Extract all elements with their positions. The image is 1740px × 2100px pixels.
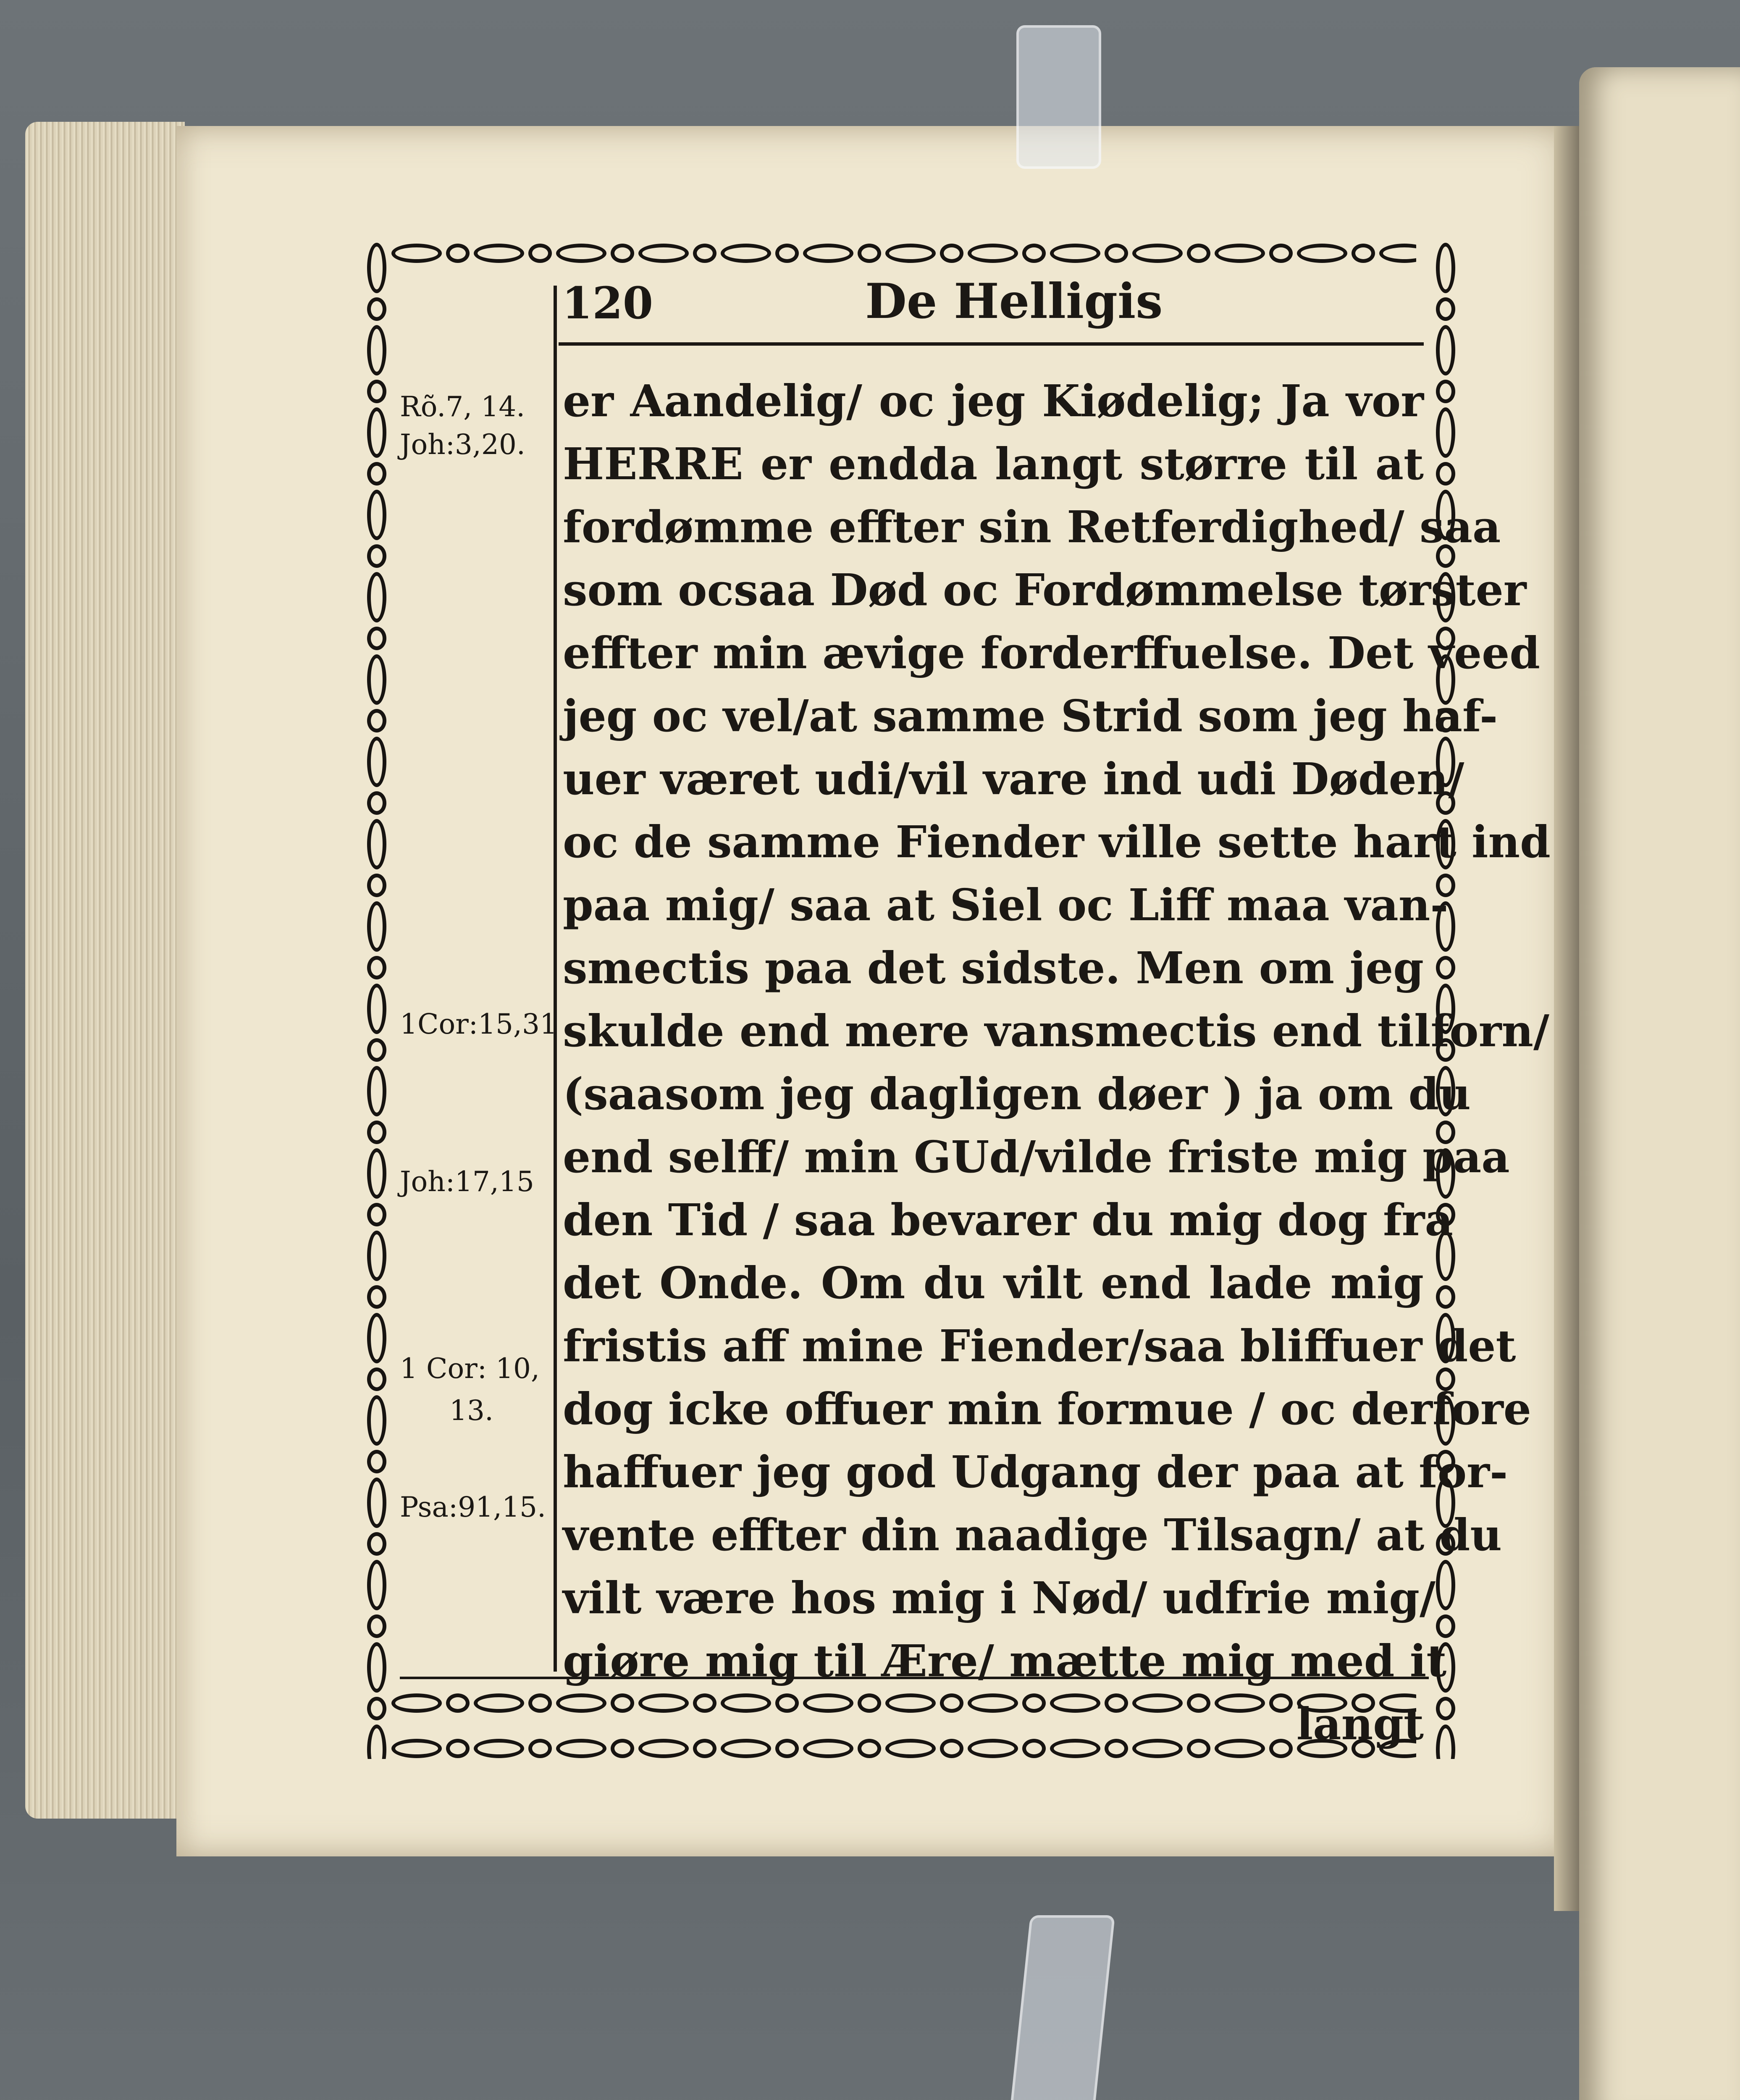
ornament-oval [367, 462, 386, 486]
margin-note: 13. [449, 1394, 493, 1427]
ornament-oval [1436, 325, 1455, 375]
ornament-oval [367, 243, 386, 293]
ornament-oval [474, 244, 524, 263]
ornament-oval [367, 1560, 386, 1610]
ornament-oval [367, 325, 386, 375]
text-line: vente effter din naadige Tilsagn/ at du [563, 1509, 1502, 1561]
ornament-oval [367, 1368, 386, 1391]
text-line: effter min ævige forderffuelse. Det veed [563, 627, 1540, 679]
ornament-oval [474, 1739, 524, 1758]
page-clip-top [1016, 25, 1101, 169]
ornament-oval [367, 737, 386, 787]
text-line: HERRE er endda langt større til at [563, 438, 1424, 490]
ornament-oval [1215, 244, 1265, 263]
ornament-oval [528, 1693, 552, 1713]
ornament-oval [1132, 244, 1183, 263]
ornament-oval [367, 407, 386, 458]
border-left [362, 243, 391, 1759]
ornament-oval [367, 1066, 386, 1116]
ornament-oval [1352, 244, 1375, 263]
ornament-oval [367, 297, 386, 321]
ornament-oval [1269, 244, 1293, 263]
ornament-oval [611, 244, 634, 263]
ornament-oval [367, 1450, 386, 1473]
ornament-oval [1297, 244, 1347, 263]
ornament-oval [367, 1231, 386, 1281]
ornament-oval [1050, 244, 1100, 263]
text-line: som ocsaa Død oc Fordømmelse tørster [563, 564, 1527, 616]
ornament-oval [1187, 244, 1210, 263]
ornament-oval [885, 244, 936, 263]
ornament-oval [528, 244, 552, 263]
ornament-oval [1436, 297, 1455, 321]
ornament-oval [391, 244, 442, 263]
text-line: (saasom jeg dagligen døer ) ja om du [563, 1068, 1471, 1120]
text-line: fristis aff mine Fiender/saa bliffuer det [563, 1320, 1516, 1372]
margin-note: Joh:3,20. [400, 428, 525, 461]
ornament-oval [1436, 1560, 1455, 1610]
text-line: giøre mig til Ære/ mætte mig med it [563, 1635, 1447, 1687]
margin-note: 1Cor:15,31 [400, 1008, 557, 1040]
margin-note: Rõ.7, 14. [400, 391, 525, 423]
ornament-oval [1436, 407, 1455, 458]
ornament-oval [367, 901, 386, 952]
ornament-oval [367, 1121, 386, 1144]
ornament-oval [968, 244, 1018, 263]
text-line: smectis paa det sidste. Men om jeg [563, 942, 1424, 994]
ornament-oval [775, 244, 799, 263]
ornament-oval [367, 956, 386, 979]
ornament-oval [367, 1148, 386, 1199]
ornament-oval [367, 380, 386, 403]
ornament-oval [693, 244, 716, 263]
ornament-oval [721, 244, 771, 263]
text-line: uer været udi/vil vare ind udi Døden/ [563, 753, 1464, 805]
ornament-oval [638, 244, 689, 263]
ornament-oval [391, 1693, 442, 1713]
ornament-oval [940, 244, 963, 263]
ornament-oval [1379, 244, 1416, 263]
ornament-oval [367, 1642, 386, 1693]
text-line: oc de samme Fiender ville sette hart ind [563, 816, 1551, 868]
header-rule [559, 342, 1424, 346]
ornament-oval [367, 1697, 386, 1720]
margin-rule [554, 286, 557, 1672]
page-number: 120 [562, 277, 653, 329]
ornament-oval [367, 1038, 386, 1062]
text-line: jeg oc vel/at samme Strid som jeg haf- [563, 690, 1498, 742]
ornament-oval [367, 819, 386, 869]
ornament-oval [367, 654, 386, 705]
ornament-oval [1105, 244, 1128, 263]
ornament-oval [367, 627, 386, 650]
ornament-oval [446, 1739, 470, 1758]
text-line: skulde end mere vansmectis end tilforn/ [563, 1005, 1549, 1057]
ornament-oval [1436, 1725, 1455, 1759]
text-line: vilt være hos mig i Nød/ udfrie mig/ [563, 1572, 1436, 1624]
ornament-oval [474, 1693, 524, 1713]
ornament-oval [367, 1532, 386, 1556]
ornament-oval [367, 874, 386, 897]
ornament-oval [367, 709, 386, 732]
ornament-oval [391, 1739, 442, 1758]
running-head: De Helligis [865, 273, 1163, 329]
border-top [391, 239, 1416, 268]
ornament-oval [367, 1614, 386, 1638]
text-line: er Aandelig/ oc jeg Kiødelig; Ja vor [563, 375, 1424, 427]
ornament-oval [367, 791, 386, 815]
text-line: fordømme effter sin Retferdighed/ saa [563, 501, 1501, 553]
margin-note: 1 Cor: 10, [400, 1352, 540, 1385]
ornament-oval [1022, 244, 1046, 263]
margin-note: Psa:91,15. [400, 1491, 546, 1523]
ornament-oval [367, 1313, 386, 1363]
ornament-oval [528, 1739, 552, 1758]
ornament-oval [803, 244, 853, 263]
ornament-oval [556, 244, 606, 263]
page-edges [25, 122, 185, 1819]
ornament-oval [1436, 1285, 1455, 1309]
ornament-oval [1436, 462, 1455, 486]
ornament-oval [1436, 956, 1455, 979]
ornament-oval [367, 1285, 386, 1309]
ornament-oval [367, 1478, 386, 1528]
ornament-oval [1436, 1614, 1455, 1638]
body-text [563, 370, 1551, 1756]
right-page-fragment [1579, 67, 1740, 2100]
ornament-oval [367, 572, 386, 622]
ornament-oval [446, 1693, 470, 1713]
text-line: det Onde. Om du vilt end lade mig [563, 1257, 1424, 1309]
margin-note: Joh:17,15 [400, 1166, 534, 1198]
ornament-oval [367, 984, 386, 1034]
text-line: dog icke offuer min formue / oc derfore [563, 1383, 1531, 1435]
ornament-oval [367, 490, 386, 540]
ornament-oval [1436, 380, 1455, 403]
catchword: langt [1296, 1698, 1424, 1750]
ornament-oval [367, 1395, 386, 1446]
ornament-oval [1436, 243, 1455, 293]
ornament-oval [367, 1725, 386, 1759]
text-line: haffuer jeg god Udgang der paa at for- [563, 1446, 1508, 1498]
ornament-oval [367, 544, 386, 568]
text-line: den Tid / saa bevarer du mig dog fra [563, 1194, 1453, 1246]
ornament-oval [367, 1203, 386, 1226]
ornament-oval [446, 244, 470, 263]
ornament-oval [1436, 1697, 1455, 1720]
text-line: paa mig/ saa at Siel oc Liff maa van- [563, 879, 1449, 931]
text-line: end selff/ min GUd/vilde friste mig paa [563, 1131, 1510, 1183]
ornament-oval [858, 244, 881, 263]
